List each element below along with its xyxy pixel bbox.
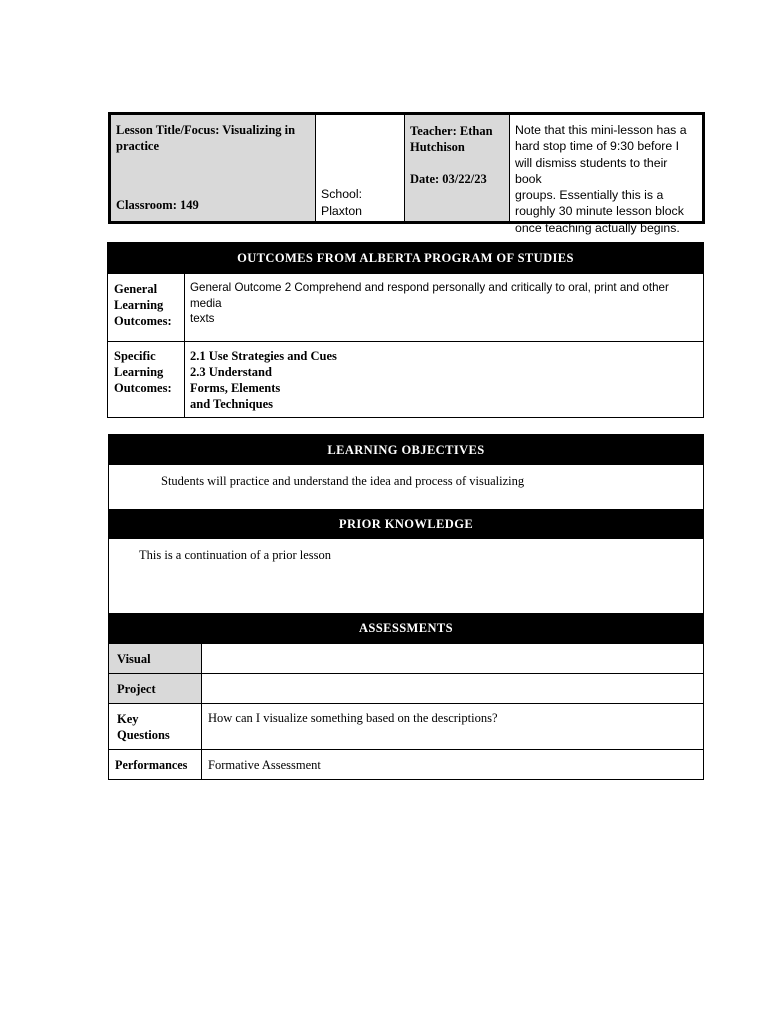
specific-label-line: Outcomes: xyxy=(114,381,172,395)
general-value-line: texts xyxy=(190,312,215,325)
lesson-title-line2: practice xyxy=(116,139,160,153)
lesson-title-cell xyxy=(111,115,316,221)
note-cell xyxy=(510,115,702,235)
specific-label-line: Learning xyxy=(114,365,164,379)
specific-label-line: Specific xyxy=(114,349,156,363)
assessments-heading: ASSESSMENTS xyxy=(109,613,703,644)
lesson-details-table xyxy=(108,434,704,780)
school-value: Plaxton xyxy=(321,204,363,218)
teacher-line2: Hutchison xyxy=(410,140,465,154)
school-cell xyxy=(316,115,405,221)
note-line: Note that this mini-lesson has a xyxy=(515,123,687,137)
specific-outcomes-row xyxy=(108,342,703,417)
objectives-text: Students will practice and understand the idea and process of visualizing xyxy=(161,474,525,488)
performances-label: Performances xyxy=(109,750,202,779)
key-questions-label-line: Questions xyxy=(117,728,170,742)
teacher-line1: Teacher: Ethan xyxy=(410,124,493,138)
specific-value-line: and Techniques xyxy=(190,397,274,411)
lesson-header-table xyxy=(108,112,705,235)
prior-knowledge-text: This is a continuation of a prior lesson xyxy=(139,548,331,562)
classroom-label: Classroom: 149 xyxy=(116,198,199,212)
general-label-line: Outcomes: xyxy=(114,314,172,328)
assessment-visual-row xyxy=(109,644,703,674)
key-questions-label-line: Key xyxy=(117,712,139,726)
lesson-title-line1: Lesson Title/Focus: Visualizing in xyxy=(116,123,296,137)
note-line: hard stop time of 9:30 before I xyxy=(515,139,680,154)
specific-value-line: 2.1 Use Strategies and Cues xyxy=(190,349,337,363)
general-label-line: General xyxy=(114,282,158,296)
note-line: groups. Essentially this is a xyxy=(515,188,664,203)
visual-label: Visual xyxy=(109,644,202,673)
general-label-line: Learning xyxy=(114,298,164,312)
visual-value xyxy=(202,644,703,673)
specific-outcomes-value xyxy=(185,342,703,417)
general-outcomes-label xyxy=(108,274,185,341)
general-outcomes-row xyxy=(108,274,703,342)
date-label: Date: 03/22/23 xyxy=(410,172,487,186)
assessment-key-questions-row xyxy=(109,704,703,750)
note-line: will dismiss students to their book xyxy=(515,155,668,186)
general-outcomes-value xyxy=(185,274,703,341)
school-label: School: xyxy=(321,187,363,201)
performances-value: Formative Assessment xyxy=(208,758,321,772)
prior-knowledge-heading: PRIOR KNOWLEDGE xyxy=(109,509,703,539)
project-value xyxy=(202,674,703,703)
objectives-heading: LEARNING OBJECTIVES xyxy=(109,435,703,465)
specific-value-line: Forms, Elements xyxy=(190,381,281,395)
assessment-performances-row xyxy=(109,750,703,779)
key-questions-value: How can I visualize something based on the descriptions? xyxy=(208,711,498,725)
key-questions-label xyxy=(109,704,202,749)
note-line: roughly 30 minute lesson block xyxy=(515,204,684,219)
general-value-line: General Outcome 2 Comprehend and respond personally and critically to oral, print and other media xyxy=(190,281,669,310)
specific-outcomes-label xyxy=(108,342,185,417)
outcomes-table xyxy=(107,242,704,418)
teacher-cell xyxy=(405,115,510,221)
assessment-project-row xyxy=(109,674,703,704)
project-label: Project xyxy=(109,674,202,703)
specific-value-line: 2.3 Understand xyxy=(190,365,272,379)
outcomes-heading: OUTCOMES FROM ALBERTA PROGRAM OF STUDIES xyxy=(108,243,703,274)
note-line: once teaching actually begins. xyxy=(515,220,680,235)
